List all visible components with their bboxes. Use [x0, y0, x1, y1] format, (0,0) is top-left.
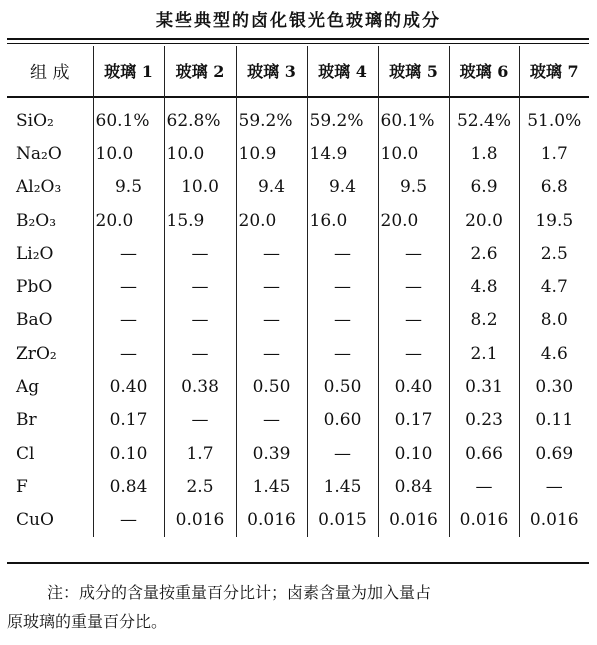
value-cell: —: [236, 304, 307, 337]
footnote-line-1: 注：成分的含量按重量百分比计；卤素含量为加入量占: [47, 583, 432, 602]
value-cell: 20.0: [449, 204, 519, 237]
value-cell: 9.5: [378, 171, 449, 204]
value-cell: 0.016: [236, 504, 307, 537]
value-cell: 0.016: [378, 504, 449, 537]
header-glass-1: 玻璃 1: [93, 46, 164, 94]
value-cell: 0.17: [93, 404, 164, 437]
table-row: [7, 504, 589, 537]
component-name: Br: [16, 410, 37, 431]
value-cell: 1.7: [164, 437, 236, 470]
value-cell: 0.10: [378, 437, 449, 470]
value-cell: —: [236, 337, 307, 370]
value-cell: 19.5: [519, 204, 589, 237]
component-name: F: [16, 476, 28, 497]
table-row: [7, 370, 589, 403]
table-row: [7, 437, 589, 470]
header-glass-7: 玻璃 7: [519, 46, 589, 94]
component-name: Ag: [16, 377, 40, 398]
value-cell: 59.2%: [307, 94, 378, 137]
header-row: [7, 46, 589, 94]
value-cell: 10.9: [236, 137, 307, 170]
header-glass-6: 玻璃 6: [449, 46, 519, 94]
table-row: [7, 404, 589, 437]
value-cell: —: [378, 337, 449, 370]
table-row: [7, 470, 589, 503]
value-cell: 6.8: [519, 171, 589, 204]
value-cell: 8.2: [449, 304, 519, 337]
value-cell: 20.0: [93, 204, 164, 237]
value-cell: 2.6: [449, 237, 519, 270]
value-cell: 10.0: [93, 137, 164, 170]
value-cell: 10.0: [164, 137, 236, 170]
value-cell: 60.1%: [93, 94, 164, 137]
value-cell: 2.1: [449, 337, 519, 370]
value-cell: 8.0: [519, 304, 589, 337]
value-cell: —: [307, 437, 378, 470]
table-row: [7, 171, 589, 204]
value-cell: —: [164, 337, 236, 370]
component-name: PbO: [16, 277, 53, 298]
value-cell: —: [378, 270, 449, 303]
footnote: [7, 578, 591, 636]
component-name: B₂O₃: [16, 210, 57, 231]
value-cell: —: [93, 304, 164, 337]
value-cell: —: [164, 237, 236, 270]
top-rule-thin: [7, 43, 589, 44]
header-glass-4: 玻璃 4: [307, 46, 378, 94]
value-cell: 1.45: [307, 470, 378, 503]
value-cell: 9.4: [307, 171, 378, 204]
value-cell: —: [307, 270, 378, 303]
value-cell: —: [378, 237, 449, 270]
bottom-rule: [7, 562, 589, 564]
value-cell: 4.7: [519, 270, 589, 303]
component-name: SiO₂: [16, 110, 54, 131]
value-cell: —: [93, 270, 164, 303]
value-cell: —: [236, 237, 307, 270]
value-cell: 0.015: [307, 504, 378, 537]
component-name: ZrO₂: [16, 343, 57, 364]
value-cell: 0.17: [378, 404, 449, 437]
value-cell: 62.8%: [164, 94, 236, 137]
value-cell: —: [164, 270, 236, 303]
value-cell: 0.39: [236, 437, 307, 470]
value-cell: 0.66: [449, 437, 519, 470]
value-cell: 0.50: [236, 370, 307, 403]
value-cell: —: [307, 337, 378, 370]
value-cell: 0.016: [449, 504, 519, 537]
value-cell: 51.0%: [519, 94, 589, 137]
value-cell: 0.50: [307, 370, 378, 403]
value-cell: 4.6: [519, 337, 589, 370]
value-cell: 0.84: [93, 470, 164, 503]
value-cell: 0.40: [378, 370, 449, 403]
value-cell: 0.30: [519, 370, 589, 403]
table-title: 某些典型的卤化银光色玻璃的成分: [156, 11, 441, 31]
value-cell: 9.5: [93, 171, 164, 204]
table-row: [7, 137, 589, 170]
footnote-line-2: 原玻璃的重量百分比。: [7, 612, 168, 631]
value-cell: 0.23: [449, 404, 519, 437]
table-row: [7, 304, 589, 337]
value-cell: 9.4: [236, 171, 307, 204]
header-glass-2: 玻璃 2: [164, 46, 236, 94]
component-name: Cl: [16, 443, 35, 464]
component-name: Li₂O: [16, 243, 54, 264]
component-name: CuO: [16, 510, 54, 531]
value-cell: 52.4%: [449, 94, 519, 137]
value-cell: 0.31: [449, 370, 519, 403]
value-cell: 2.5: [164, 470, 236, 503]
value-cell: —: [449, 470, 519, 503]
value-cell: —: [307, 237, 378, 270]
value-cell: 0.11: [519, 404, 589, 437]
value-cell: —: [93, 237, 164, 270]
value-cell: 2.5: [519, 237, 589, 270]
value-cell: 0.40: [93, 370, 164, 403]
table-row: [7, 237, 589, 270]
value-cell: 0.38: [164, 370, 236, 403]
value-cell: 1.45: [236, 470, 307, 503]
value-cell: 59.2%: [236, 94, 307, 137]
table-row: [7, 204, 589, 237]
value-cell: 0.016: [164, 504, 236, 537]
value-cell: 0.10: [93, 437, 164, 470]
composition-table: [7, 46, 589, 537]
value-cell: 20.0: [236, 204, 307, 237]
value-cell: 1.7: [519, 137, 589, 170]
value-cell: 16.0: [307, 204, 378, 237]
value-cell: —: [93, 504, 164, 537]
component-name: Na₂O: [16, 143, 62, 164]
value-cell: 10.0: [378, 137, 449, 170]
value-cell: 1.8: [449, 137, 519, 170]
value-cell: —: [93, 337, 164, 370]
value-cell: —: [378, 304, 449, 337]
value-cell: 15.9: [164, 204, 236, 237]
value-cell: —: [236, 270, 307, 303]
header-composition: 组 成: [30, 62, 70, 83]
header-glass-3: 玻璃 3: [236, 46, 307, 94]
value-cell: 20.0: [378, 204, 449, 237]
table-row: [7, 270, 589, 303]
value-cell: —: [236, 404, 307, 437]
top-rule: [7, 38, 589, 40]
table-row: [7, 94, 589, 137]
value-cell: —: [164, 404, 236, 437]
table-row: [7, 337, 589, 370]
value-cell: 0.016: [519, 504, 589, 537]
value-cell: 0.69: [519, 437, 589, 470]
value-cell: —: [307, 304, 378, 337]
value-cell: 0.84: [378, 470, 449, 503]
value-cell: 60.1%: [378, 94, 449, 137]
value-cell: 14.9: [307, 137, 378, 170]
value-cell: 6.9: [449, 171, 519, 204]
component-name: BaO: [16, 310, 53, 331]
value-cell: 4.8: [449, 270, 519, 303]
header-glass-5: 玻璃 5: [378, 46, 449, 94]
value-cell: 0.60: [307, 404, 378, 437]
value-cell: —: [164, 304, 236, 337]
value-cell: 10.0: [164, 171, 236, 204]
component-name: Al₂O₃: [16, 177, 62, 198]
value-cell: —: [519, 470, 589, 503]
